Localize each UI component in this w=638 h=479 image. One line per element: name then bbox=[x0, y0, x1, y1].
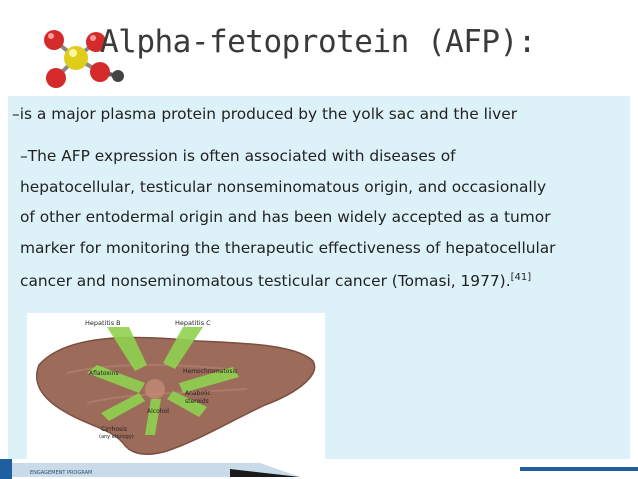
bullet-line-1: –is a major plasma protein produced by the yolk sac and the liver bbox=[12, 105, 518, 123]
slide-title: Alpha-fetoprotein (AFP): bbox=[100, 24, 536, 60]
para-line-3: of other entodermal origin and has been widely accepted as a tumor bbox=[20, 208, 551, 226]
para-line-1: –The AFP expression is often associated with diseases of bbox=[20, 147, 456, 165]
liver-figure bbox=[27, 313, 325, 461]
para-line-2: hepatocellular, testicular nonseminomatous origin, and occasionally bbox=[20, 177, 547, 196]
para-line-5: cancer and nonseminomatous testicular cancer (Tomasi, 1977). bbox=[20, 272, 511, 290]
label-hep-c: Hepatitis C bbox=[175, 319, 211, 327]
label-hemochromatosis: Hemochromatosis bbox=[183, 368, 238, 375]
label-alcohol: Alcohol bbox=[147, 408, 169, 415]
para-line-5-wrap bbox=[20, 263, 628, 297]
label-aflatoxins: Aflatoxins bbox=[89, 370, 119, 377]
label-cirrhosis: Cirrhosis bbox=[101, 426, 127, 433]
label-anabolic: Anabolic bbox=[185, 390, 211, 397]
body-paragraph bbox=[20, 141, 628, 297]
label-hep-b: Hepatitis B bbox=[85, 319, 121, 327]
footer-caption: ENGAGEMENT PROGRAM bbox=[30, 470, 93, 476]
citation: [41] bbox=[510, 272, 532, 283]
footer-bar bbox=[0, 459, 638, 479]
label-steroids: steroids bbox=[185, 398, 209, 405]
label-cirrhosis-sub: (any etiology) bbox=[99, 434, 134, 440]
para-line-4: marker for monitoring the therapeutic effectiveness of hepatocellular bbox=[20, 238, 556, 257]
